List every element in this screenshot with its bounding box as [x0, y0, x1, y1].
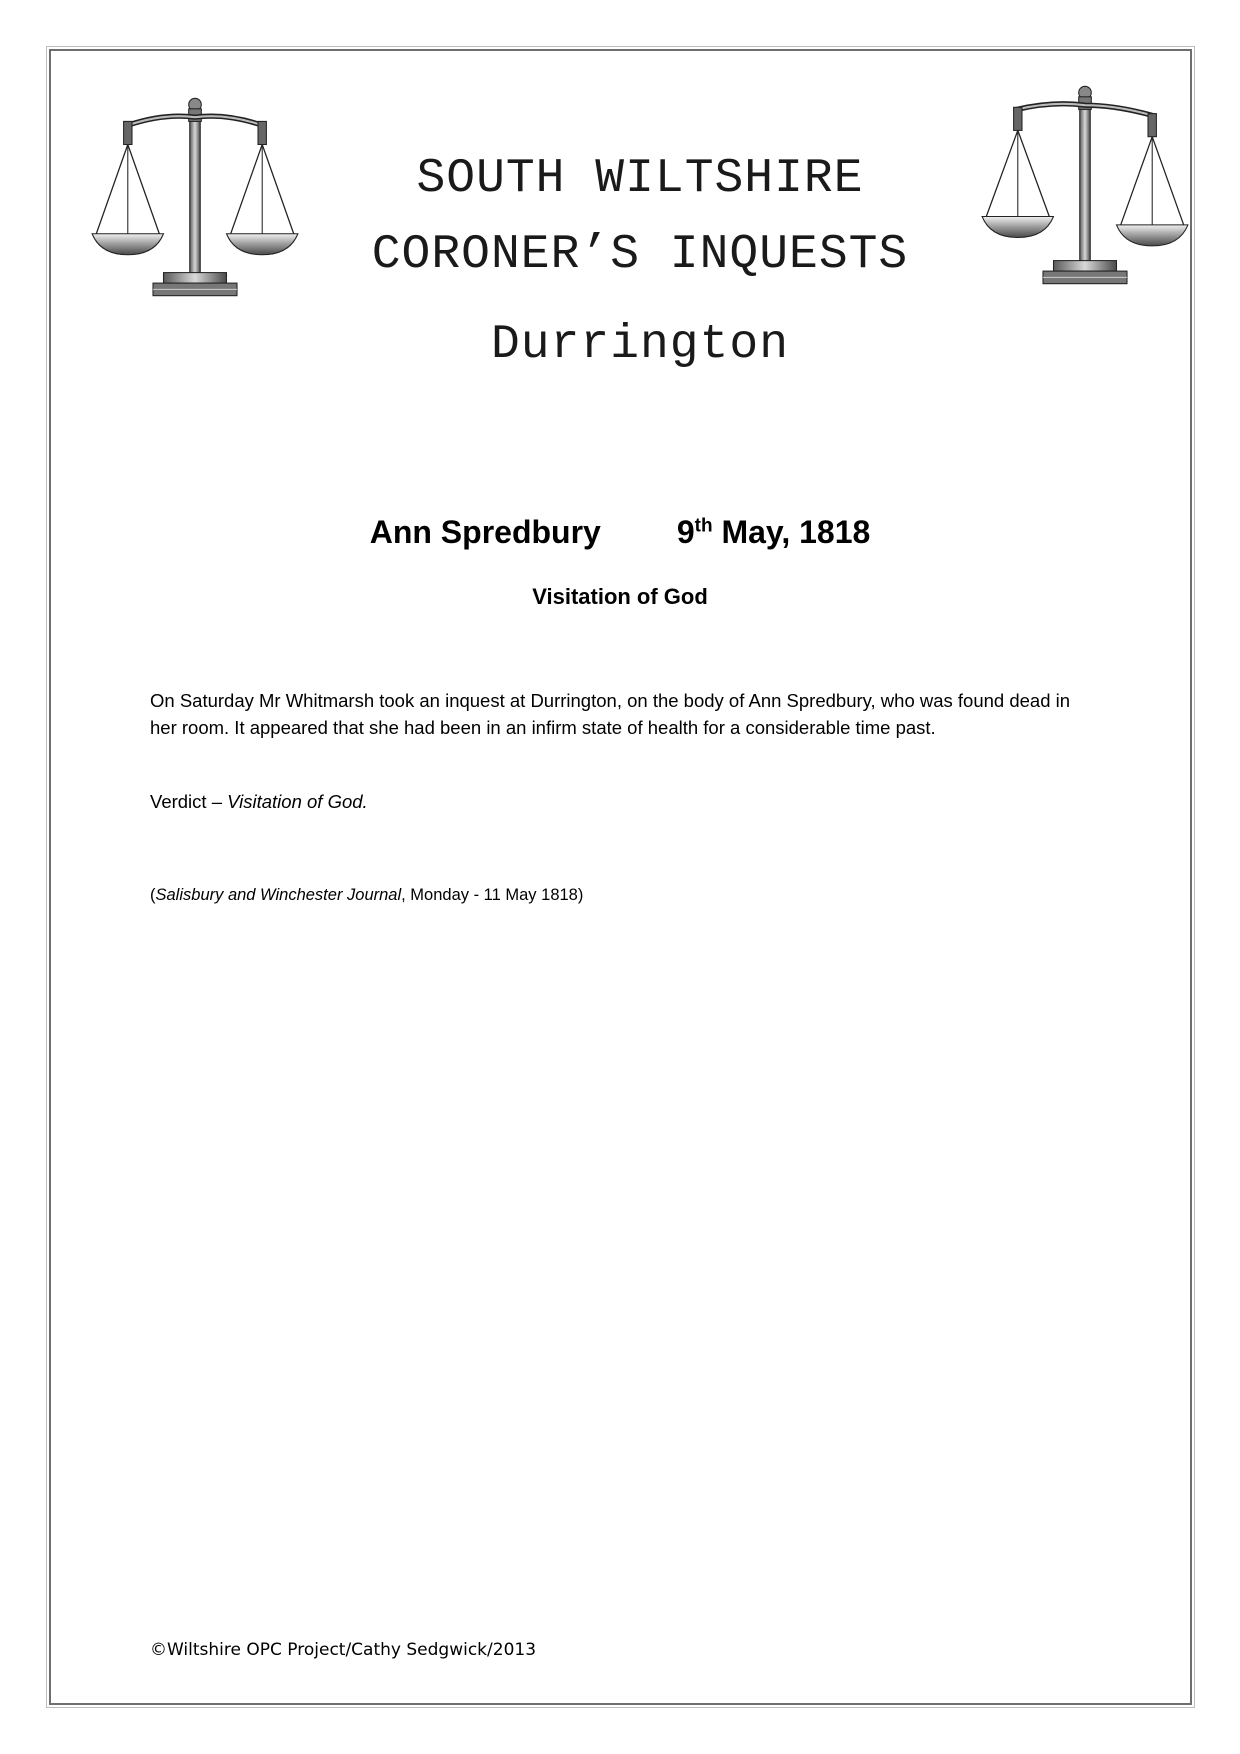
- case-heading: [0, 514, 1240, 551]
- verdict-text: Visitation of God.: [227, 791, 368, 812]
- deceased-name: Ann Spredbury: [369, 514, 601, 550]
- place-name: Durrington: [490, 318, 790, 372]
- inquest-month-year: May, 1818: [712, 514, 871, 550]
- header-title-line2: CORONER’S INQUESTS: [371, 228, 909, 282]
- source-citation: [150, 882, 1090, 909]
- inquest-day-suffix: th: [694, 515, 713, 537]
- source-open-paren: (: [150, 886, 156, 904]
- inquest-report-paragraph: On Saturday Mr Whitmarsh took an inquest at Durrington, on the body of Ann Spredbury, who was found dead in her room. It appeared that she had been in an infirm state of health for a considerable time past.: [150, 690, 1071, 738]
- verdict-prefix: Verdict –: [150, 791, 228, 812]
- source-journal: Salisbury and Winchester Journal: [155, 886, 402, 904]
- source-date: , Monday - 11 May 1818): [401, 886, 584, 904]
- verdict-heading: Visitation of God: [532, 584, 708, 609]
- inquest-day: 9: [676, 514, 695, 550]
- footer-copyright: ©Wiltshire OPC Project/Cathy Sedgwick/2013: [150, 1640, 537, 1660]
- header-title-line1: SOUTH WILTSHIRE: [416, 152, 864, 206]
- verdict-line: [150, 788, 1090, 815]
